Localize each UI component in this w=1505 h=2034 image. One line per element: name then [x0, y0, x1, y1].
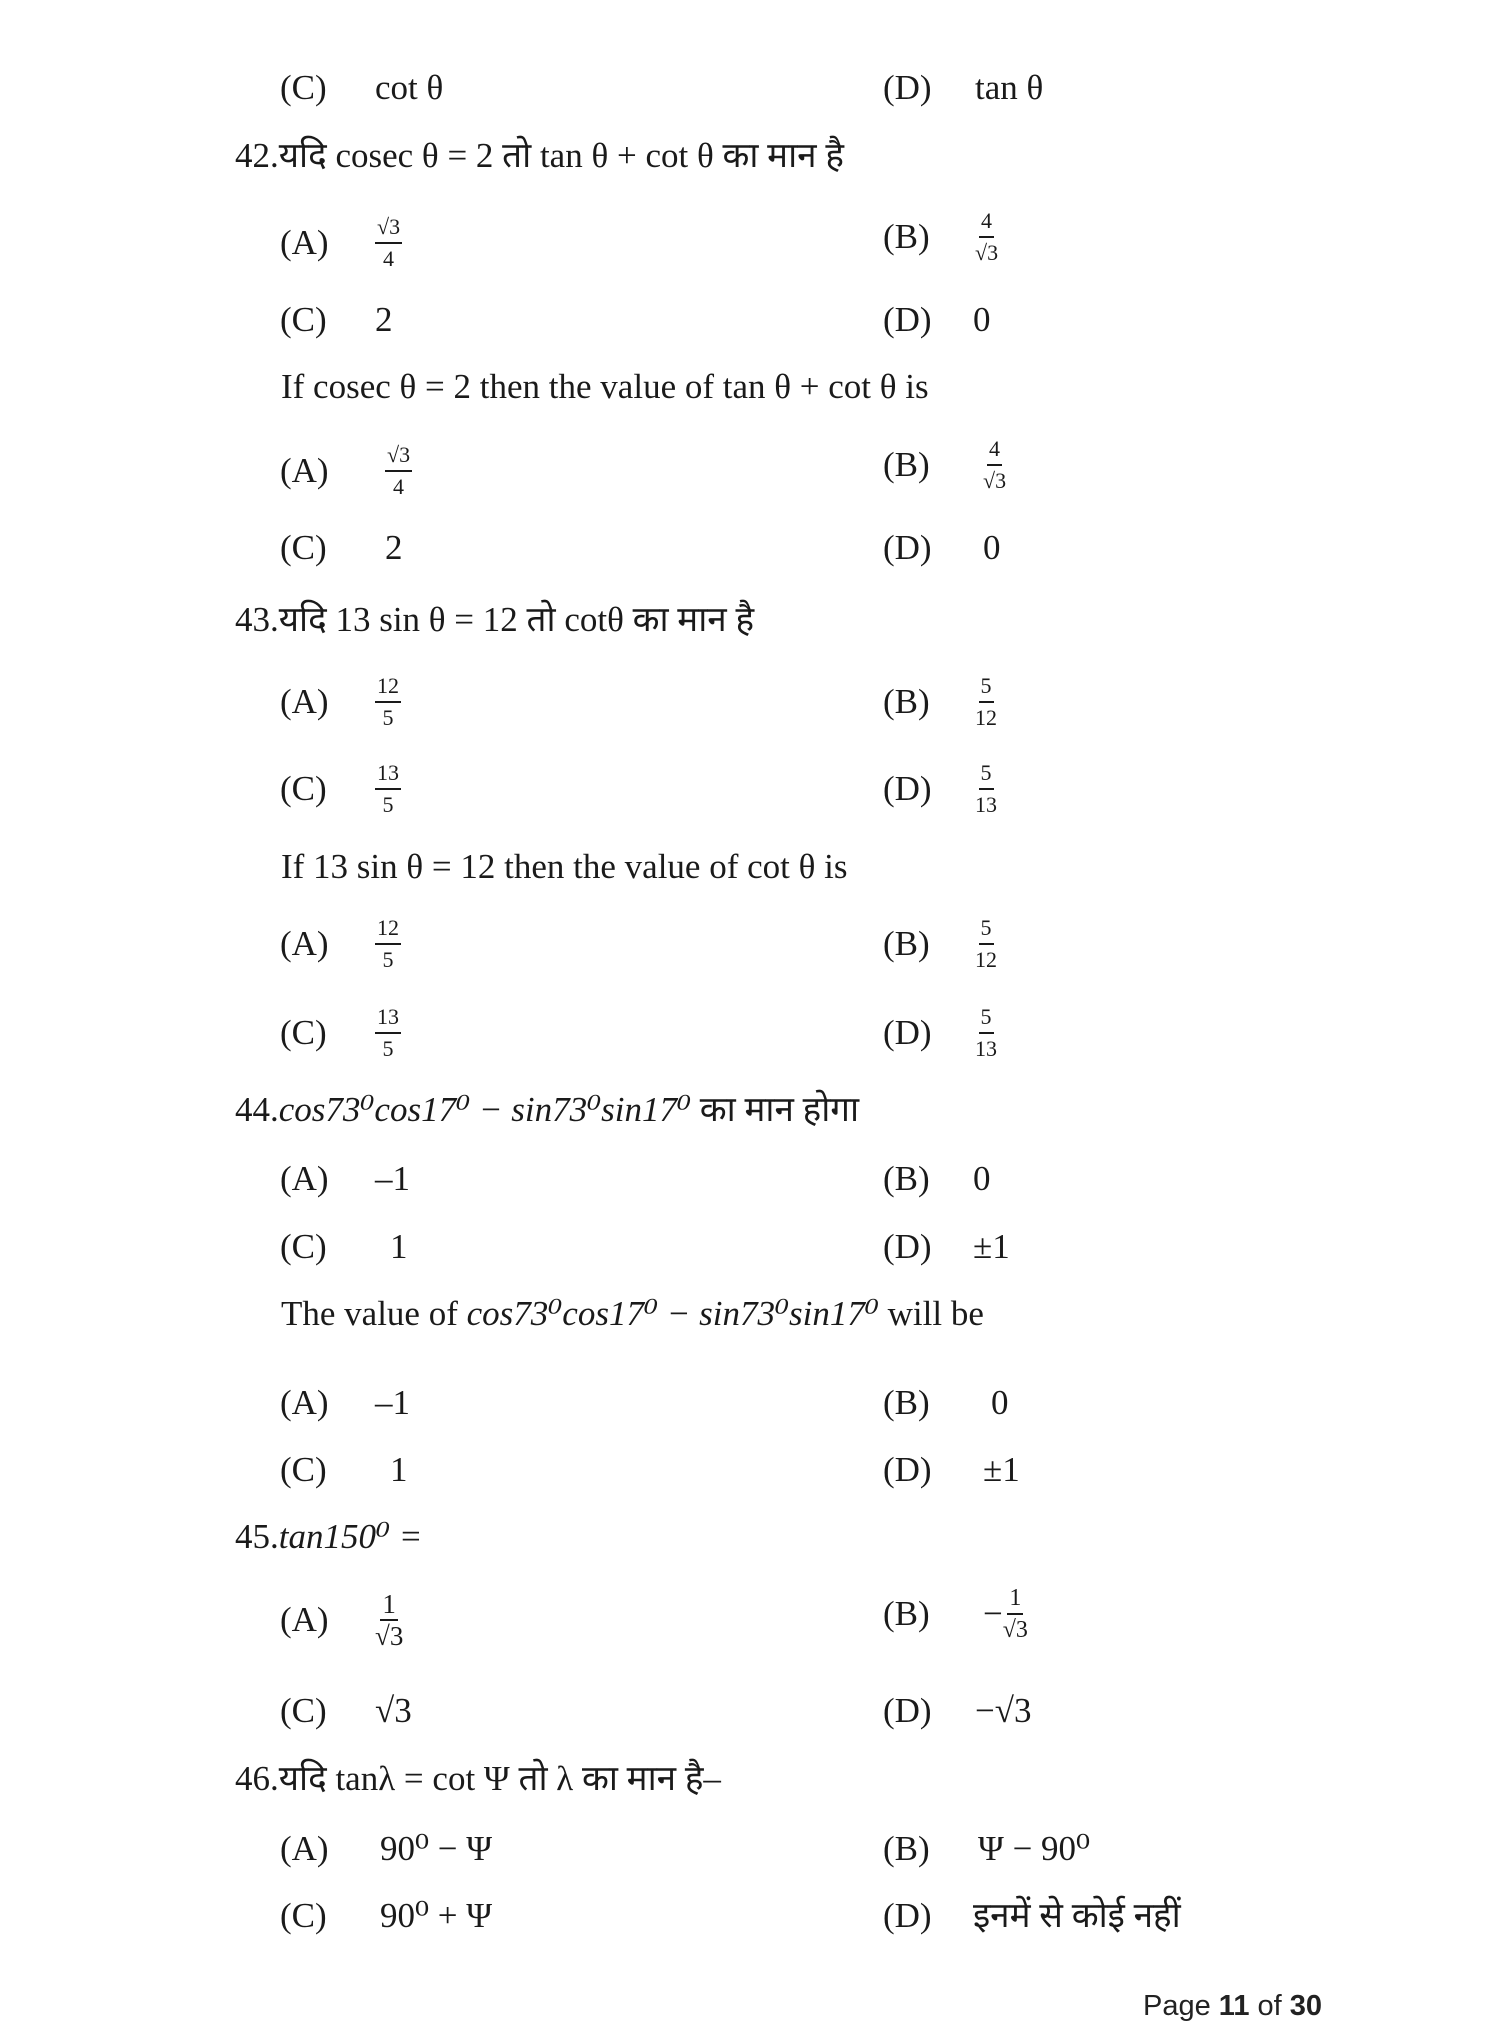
fraction: $\frac{12}{5}$ — [377, 915, 399, 972]
q44-hi-option-a — [280, 1159, 410, 1199]
option-value: cot θ — [375, 68, 444, 107]
question-expression: cos73⁰cos17⁰ − sin73⁰sin17⁰ — [466, 1294, 879, 1333]
q44-hi-option-d — [883, 1227, 1010, 1267]
option-value: √3 — [375, 1691, 412, 1730]
option-label: (D) — [883, 1691, 932, 1730]
q46-text — [235, 1759, 721, 1799]
option-label: (B) — [883, 1383, 930, 1422]
option-label: (A) — [280, 1600, 329, 1639]
page-of: of — [1257, 1990, 1282, 2022]
q43-en-option-c — [280, 998, 401, 1068]
option-label: (B) — [883, 682, 930, 721]
option-value: 2 — [375, 300, 393, 339]
q42-hi-option-a — [280, 208, 402, 278]
q44-english-text — [281, 1294, 984, 1334]
option-label: (D) — [883, 1896, 932, 1935]
fraction: $\frac{1}{√3}$ — [375, 1589, 404, 1651]
option-label: (C) — [280, 1013, 327, 1052]
option-label: (B) — [883, 924, 930, 963]
option-label: (C) — [280, 528, 327, 567]
option-label: (C) — [280, 1227, 327, 1266]
q45-option-d — [883, 1691, 1031, 1731]
q43-en-option-a — [280, 909, 401, 979]
option-label: (A) — [280, 1829, 329, 1868]
option-label: (A) — [280, 682, 329, 721]
option-value: –1 — [375, 1159, 410, 1198]
page-prefix: Page — [1143, 1990, 1211, 2022]
option-label: (D) — [883, 769, 932, 808]
option-value: 0 — [991, 1383, 1009, 1422]
q43-en-option-d — [883, 998, 997, 1068]
q43-english-text: If 13 sin θ = 12 then the value of cot θ is — [281, 847, 848, 886]
option-value: 0 — [973, 1159, 991, 1198]
q44-en-option-a — [280, 1383, 410, 1423]
question-number: 46. — [235, 1759, 279, 1798]
q41-option-d — [883, 68, 1043, 108]
fraction: $\frac{12}{5}$ — [377, 673, 399, 730]
option-label: (A) — [280, 1383, 329, 1422]
q46-option-b — [883, 1829, 1090, 1869]
option-value: ±1 — [973, 1227, 1010, 1266]
q42-hi-option-b — [883, 202, 998, 272]
question-prefix: The value of — [281, 1294, 458, 1333]
option-label: (C) — [280, 1691, 327, 1730]
q46-option-a — [280, 1829, 492, 1869]
q42-hi-option-d — [883, 300, 991, 340]
option-label: (D) — [883, 1013, 932, 1052]
q45-text — [235, 1517, 422, 1557]
fraction: $\frac{5}{12}$ — [975, 915, 997, 972]
q46-option-c — [280, 1896, 492, 1936]
fraction: $\frac{13}{5}$ — [377, 1004, 399, 1061]
q43-hi-option-a — [280, 667, 401, 737]
q46-option-d — [883, 1896, 1181, 1936]
option-value: tan θ — [975, 68, 1044, 107]
question-number: 43. — [235, 600, 279, 639]
q43-hi-option-d — [883, 754, 997, 824]
q42-hi-option-c — [280, 300, 393, 340]
q43-hindi-text — [235, 600, 754, 640]
option-sign: − — [983, 1594, 1003, 1633]
question-number: 44. — [235, 1090, 279, 1129]
q41-option-c — [280, 68, 443, 108]
q43-en-option-b — [883, 909, 997, 979]
fraction: $\frac{4}{√3}$ — [975, 208, 999, 265]
q42-en-option-b — [883, 430, 1006, 500]
question-number: 45. — [235, 1517, 279, 1556]
option-value: 90⁰ + Ψ — [380, 1896, 493, 1935]
q42-hindi-text — [235, 136, 844, 176]
option-label: (B) — [883, 1159, 930, 1198]
fraction: $\frac{13}{5}$ — [377, 760, 399, 817]
q42-en-option-d — [883, 528, 1001, 568]
question-suffix: will be — [887, 1294, 984, 1333]
option-value: −√3 — [975, 1691, 1032, 1730]
option-label: (B) — [883, 1594, 930, 1633]
question-text: यदि cosec θ = 2 तो tan θ + cot θ का मान है — [278, 136, 844, 175]
option-value: 90⁰ − Ψ — [380, 1829, 493, 1868]
option-label: (B) — [883, 217, 930, 256]
option-value: 1 — [390, 1450, 408, 1489]
option-value: इनमें से कोई नहीं — [973, 1896, 1181, 1935]
option-value: 1 — [390, 1227, 408, 1266]
q44-en-option-c — [280, 1450, 408, 1490]
q44-en-option-b — [883, 1383, 1009, 1423]
fraction: $\frac{5}{13}$ — [975, 760, 997, 817]
q43-hi-option-b — [883, 667, 997, 737]
option-label: (B) — [883, 445, 930, 484]
option-label: (D) — [883, 68, 932, 107]
question-number: 42. — [235, 136, 279, 175]
q43-hi-option-c — [280, 754, 401, 824]
option-label: (A) — [280, 451, 329, 490]
question-expression: cos73⁰cos17⁰ − sin73⁰sin17⁰ — [278, 1090, 691, 1129]
q42-en-option-a — [280, 436, 412, 506]
q44-hi-option-b — [883, 1159, 991, 1199]
option-label: (D) — [883, 528, 932, 567]
option-value: 0 — [973, 300, 991, 339]
option-label: (A) — [280, 924, 329, 963]
fraction: $\frac{5}{12}$ — [975, 673, 997, 730]
fraction: $\frac{1}{√3}$ — [1002, 1585, 1028, 1643]
page-total: 30 — [1289, 1990, 1323, 2022]
fraction: $\frac{5}{13}$ — [975, 1004, 997, 1061]
option-value: –1 — [375, 1383, 410, 1422]
option-value: 0 — [983, 528, 1001, 567]
option-label: (A) — [280, 223, 329, 262]
option-value: Ψ − 90⁰ — [978, 1829, 1091, 1868]
q45-option-a — [280, 1584, 403, 1656]
q42-en-option-c — [280, 528, 403, 568]
page-footer — [1143, 1990, 1322, 2023]
option-label: (D) — [883, 1450, 932, 1489]
option-label: (B) — [883, 1829, 930, 1868]
q44-hindi-text — [235, 1090, 859, 1130]
option-value: ±1 — [983, 1450, 1020, 1489]
option-label: (A) — [280, 1159, 329, 1198]
question-text: यदि tanλ = cot Ψ तो λ का मान है– — [278, 1759, 721, 1798]
fraction: $\frac{√3}{4}$ — [387, 442, 411, 499]
option-label: (C) — [280, 68, 327, 107]
option-label: (C) — [280, 1450, 327, 1489]
question-suffix: का मान होगा — [699, 1090, 860, 1129]
fraction: $\frac{√3}{4}$ — [377, 214, 401, 271]
q44-en-option-d — [883, 1450, 1020, 1490]
q44-hi-option-c — [280, 1227, 408, 1267]
option-label: (D) — [883, 1227, 932, 1266]
question-text: यदि 13 sin θ = 12 तो cotθ का मान है — [278, 600, 755, 639]
question-expression: tan150⁰ = — [278, 1517, 423, 1556]
option-label: (D) — [883, 300, 932, 339]
fraction: $\frac{4}{√3}$ — [983, 436, 1007, 493]
q45-option-c — [280, 1691, 412, 1731]
option-label: (C) — [280, 769, 327, 808]
page-current: 11 — [1218, 1990, 1250, 2022]
option-label: (C) — [280, 1896, 327, 1935]
q45-option-b — [883, 1578, 1028, 1650]
q42-english-text: If cosec θ = 2 then the value of tan θ + cot θ is — [281, 367, 929, 406]
option-value: 2 — [385, 528, 403, 567]
option-label: (C) — [280, 300, 327, 339]
